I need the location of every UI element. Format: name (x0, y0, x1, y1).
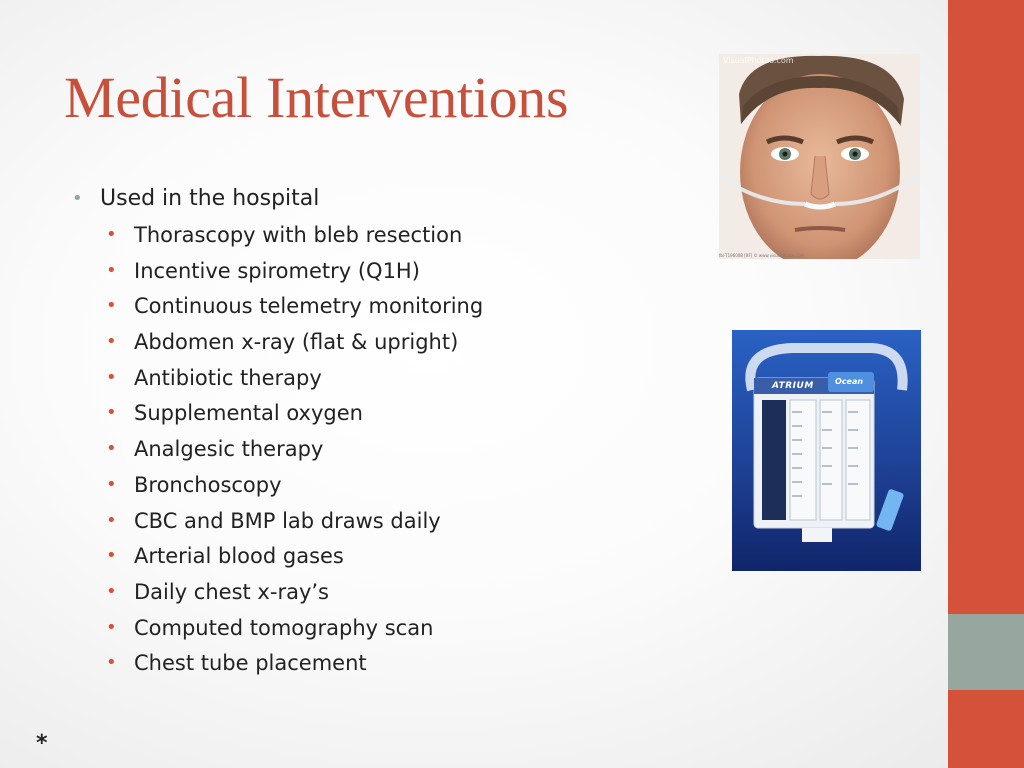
list-item: • Antibiotic therapy (106, 361, 483, 397)
footer-marker: * (36, 731, 48, 756)
bullet-list (72, 182, 484, 676)
list-item: • Analgesic therapy (106, 432, 483, 468)
bullet-label: Used in the hospital (100, 186, 320, 211)
drainage-device-illustration (732, 330, 921, 571)
list-item: • CBC and BMP lab draws daily (106, 504, 483, 540)
sub-bullet-list (106, 218, 483, 682)
device-brand-label: ATRIUM (772, 381, 814, 391)
bullet-used-in-hospital (72, 182, 484, 676)
photo-man-with-nasal-cannula (719, 54, 920, 259)
list-item: • Continuous telemetry monitoring (106, 289, 483, 325)
face-illustration (719, 54, 920, 259)
photo-chest-drainage-unit (732, 330, 921, 571)
image-credit: fbl-T196008 [RF] © www.visualphotos.com (719, 253, 805, 258)
sidebar-middle-block (948, 614, 1024, 690)
device-model-label: Ocean (835, 377, 864, 386)
list-item: • Incentive spirometry (Q1H) (106, 254, 483, 290)
list-item: • Arterial blood gases (106, 539, 483, 575)
list-item: • Computed tomography scan (106, 611, 483, 647)
decorative-sidebar (948, 0, 1024, 768)
sidebar-bottom-block (948, 690, 1024, 768)
list-item: • Daily chest x-ray’s (106, 575, 483, 611)
image-watermark: VisualPhotos.com (723, 56, 794, 65)
list-item: • Thorascopy with bleb resection (106, 218, 483, 254)
sidebar-top-block (948, 0, 1024, 614)
list-item: • Supplemental oxygen (106, 396, 483, 432)
list-item: • Bronchoscopy (106, 468, 483, 504)
list-item: • Chest tube placement (106, 646, 483, 682)
list-item: • Abdomen x-ray (flat & upright) (106, 325, 483, 361)
slide-title: Medical Interventions (64, 65, 569, 130)
